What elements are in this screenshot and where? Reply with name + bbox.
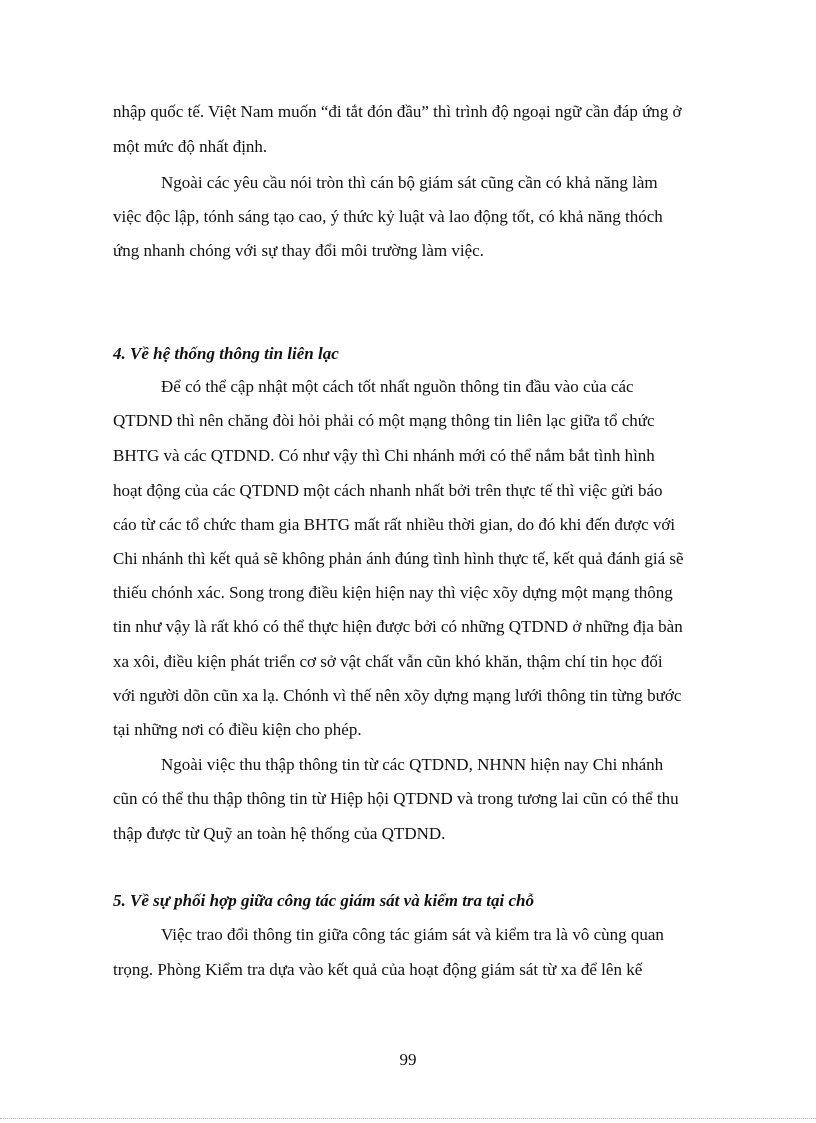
paragraph-4-line-2: cũn có thể thu thập thông tin từ Hiệp hội QTDND và trong tương lai cũn có thể thu — [113, 789, 679, 808]
paragraph-3-line-11: tại những nơi có điều kiện cho phép. — [113, 720, 362, 739]
paragraph-2-line-1: Ngoài các yêu cầu nói tròn thì cán bộ giám sát cũng cần có khả năng làm — [161, 173, 658, 192]
paragraph-4-line-3: thập được từ Quỹ an toàn hệ thống của QTDND. — [113, 824, 446, 843]
paragraph-3-line-3: BHTG và các QTDND. Có như vậy thì Chi nhánh mới có thể nắm bắt tình hình — [113, 446, 655, 465]
paragraph-3-line-6: Chi nhánh thì kết quả sẽ không phản ánh đúng tình hình thực tế, kết quả đánh giá sẽ — [113, 549, 684, 568]
paragraph-3-line-9: xa xôi, điều kiện phát triển cơ sở vật chất vẫn cũn khó khăn, thậm chí tin học đối — [113, 652, 663, 671]
paragraph-1-line-1: nhập quốc tế. Việt Nam muốn “đi tắt đón đầu” thì trình độ ngoại ngữ cần đáp ứng ở — [113, 102, 682, 121]
paragraph-2-line-3: ứng nhanh chóng với sự thay đổi môi trường làm việc. — [113, 241, 484, 260]
section-heading-5: 5. Về sự phối hợp giữa công tác giám sát và kiểm tra tại chỗ — [113, 891, 534, 910]
paragraph-1-line-2: một mức độ nhất định. — [113, 137, 268, 156]
paragraph-3-line-5: cáo từ các tổ chức tham gia BHTG mất rất nhiều thời gian, do đó khi đến được với — [113, 515, 676, 534]
page-bottom-divider — [0, 1118, 816, 1119]
paragraph-3-line-1: Để có thể cập nhật một cách tốt nhất nguồn thông tin đầu vào của các — [161, 377, 634, 396]
paragraph-2-line-2: việc độc lập, tónh sáng tạo cao, ý thức kỷ luật và lao động tốt, có khả năng thóch — [113, 207, 663, 226]
page-number: 99 — [399, 1050, 417, 1069]
paragraph-3-line-8: tin như vậy là rất khó có thể thực hiện được bởi có những QTDND ở những địa bàn — [113, 617, 683, 636]
paragraph-3-line-7: thiếu chónh xác. Song trong điều kiện hiện nay thì việc xõy dựng một mạng thông — [113, 583, 673, 602]
paragraph-3-line-4: hoạt động của các QTDND một cách nhanh nhất bởi trên thực tế thì việc gửi báo — [113, 481, 663, 500]
section-heading-4: 4. Về hệ thống thông tin liên lạc — [113, 344, 339, 363]
paragraph-3-line-10: với người dõn cũn xa lạ. Chónh vì thế nên xõy dựng mạng lưới thông tin từng bước — [113, 686, 682, 705]
paragraph-5-line-1: Việc trao đổi thông tin giữa công tác giám sát và kiểm tra là vô cùng quan — [161, 925, 664, 944]
paragraph-3-line-2: QTDND thì nên chăng đòi hỏi phải có một mạng thông tin liên lạc giữa tổ chức — [113, 411, 655, 430]
paragraph-4-line-1: Ngoài việc thu thập thông tin từ các QTDND, NHNN hiện nay Chi nhánh — [161, 755, 664, 774]
paragraph-5-line-2: trọng. Phòng Kiểm tra dựa vào kết quả của hoạt động giám sát từ xa để lên kế — [113, 960, 643, 979]
